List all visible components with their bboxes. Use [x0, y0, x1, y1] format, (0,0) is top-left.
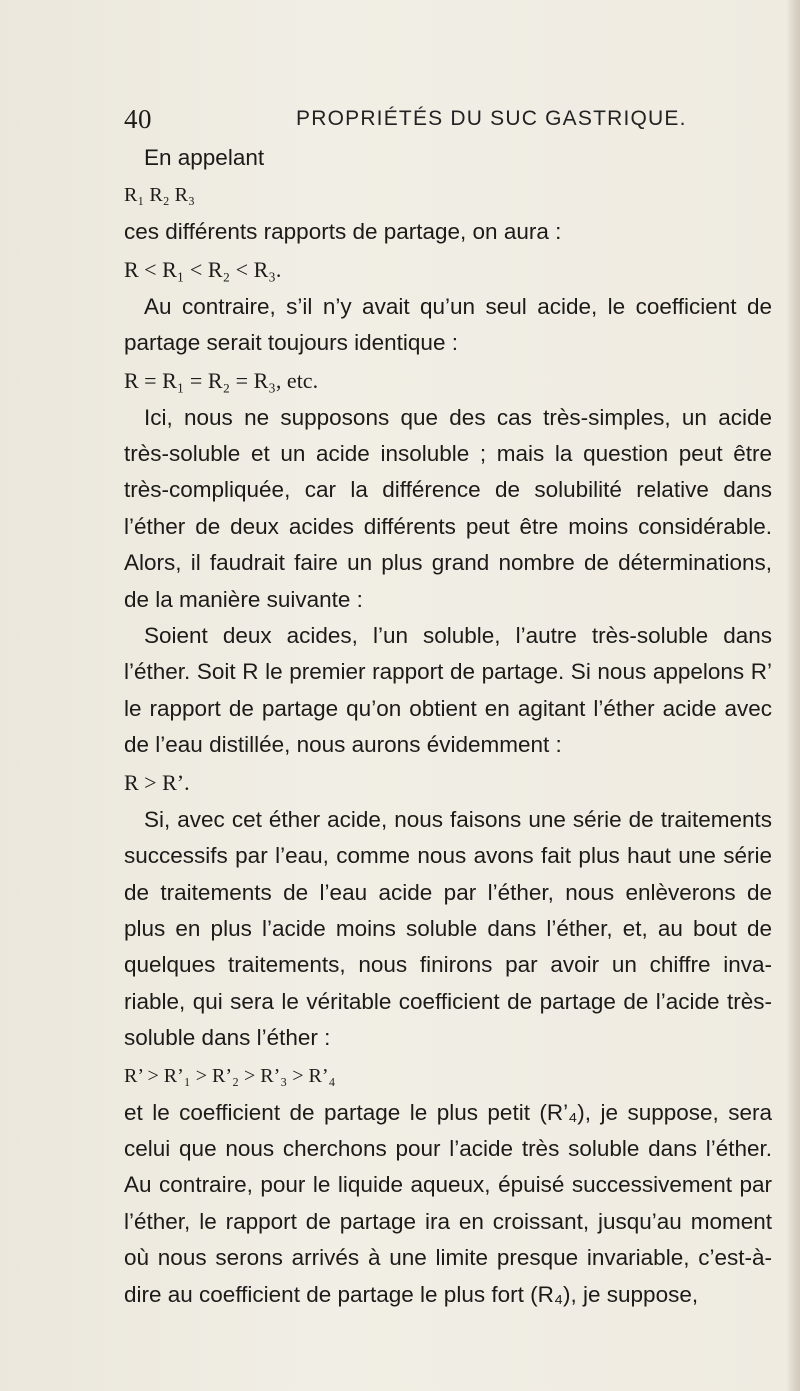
formula-inequality: R < R₁ < R₂ < R₃.: [124, 256, 282, 282]
paragraph-5: Soient deux acides, l’un soluble, l’autre très-soluble dans l’éther. Soit R le premier rapport de partage. Si nous appelons R’ le rapport de partage qu’on obtient en agitant l’éther acide avec de l’eau distillée, nous aurons évidemment :: [124, 623, 772, 758]
formula-ratios: R₁ R₂ R₃: [124, 184, 195, 207]
formula-equality: R = R₁ = R₂ = R₃, etc.: [124, 367, 319, 393]
page-body: [124, 140, 772, 1313]
page-number: 40: [124, 104, 152, 134]
paragraph-1: En appelant: [144, 145, 265, 170]
paragraph-3: Au contraire, s’il n’y avait qu’un seul acide, le coefficient de partage serait toujours identique :: [124, 293, 772, 356]
formula-series: R’ > R’₁ > R’₂ > R’₃ > R’₄: [124, 1064, 336, 1087]
page-edge: [786, 0, 800, 1391]
paragraph-6: Si, avec cet éther acide, nous faisons une série de traitements successifs par l’eau, comme nous avons fait plus haut une série de traitements de l’eau acide par l’éther, nous enlèverons de plus en plus l’acide moins soluble dans l’éther, et, au bout de quelques traitements, nous finirons par avoir un chiffre invariable, qui sera le véritable coefficient de partage de l’acide très-soluble dans l’éther :: [124, 806, 772, 1051]
running-title: PROPRIÉTÉS DU SUC GASTRIQUE.: [296, 107, 687, 130]
paragraph-2: ces différents rapports de partage, on aura :: [124, 219, 562, 245]
paragraph-7: et le coefficient de partage le plus petit (R’₄), je suppose, sera celui que nous cherchons pour l’acide très soluble dans l’éther. Au contraire, pour le liquide aqueux, épuisé successivement par l’éther, le rapport de partage ira en croissant, jusqu’au moment où nous serons arrivés à une limite presque invariable, c’est-à-dire au coefficient de partage le plus fort (R₄), je suppose,: [124, 1099, 772, 1307]
formula-r-gt-rprime: R > R’.: [124, 769, 190, 795]
page-header: [124, 104, 764, 138]
paragraph-4: Ici, nous ne supposons que des cas très-simples, un acide très-soluble et un acide insoluble ; mais la question peut être très-compliquée, car la différence de solubilité relative dans l’éther de deux acides différents peut être moins considérable. Alors, il faudrait faire un plus grand nombre de déterminations, de la manière suivante :: [124, 404, 772, 612]
